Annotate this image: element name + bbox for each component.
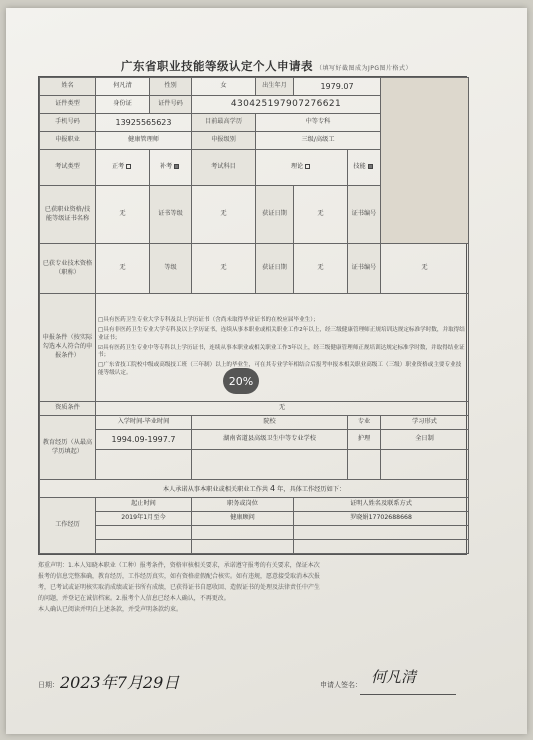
applicant-signature: 何凡清 — [371, 668, 417, 686]
edu-label: 目前最高学历 — [192, 114, 256, 132]
work-empty-cell — [192, 540, 294, 554]
edu-row-mode: 全日制 — [381, 430, 469, 450]
id-type-label: 证件类型 — [40, 96, 96, 114]
exam-subject-a — [256, 150, 348, 186]
work-empty-cell — [96, 526, 192, 540]
work-row-period: 2019年1月至今 — [96, 512, 192, 526]
edu-header-mode: 学习形式 — [381, 416, 469, 430]
work-header-position: 职务或岗位 — [192, 498, 294, 512]
cert-level-label: 证书等级 — [150, 186, 192, 244]
exam-type-b-text: 补考 — [159, 163, 173, 171]
id-type-value: 身份证 — [96, 96, 150, 114]
signature-line — [360, 694, 456, 695]
edu-empty-cell — [192, 450, 348, 480]
tech-name: 无 — [96, 244, 150, 294]
work-header-period: 起止时间 — [96, 498, 192, 512]
edu-header-major: 专业 — [348, 416, 381, 430]
condition-item[interactable]: □具有医药卫生专业大学专科及以上学历证书（含尚未取得毕业证书的在校应届毕业生）； — [98, 317, 319, 324]
tech-date: 无 — [294, 244, 348, 294]
exam-subject-label: 考试科目 — [192, 150, 256, 186]
condition-item[interactable]: □广东省技工院校中级或高级技工班（三年制）以上的毕业生，可在其专业学年相结合后报考申报本相关职业高级工（三级）职业资格或主要专业技能等级认定。 — [98, 362, 462, 377]
qualification-label: 资质条件 — [40, 402, 96, 416]
cert-level: 无 — [192, 186, 256, 244]
edu-header-period: 入学时间-毕业时间 — [96, 416, 192, 430]
exam-subject-a-text: 理论 — [290, 163, 304, 171]
birth-value: 1979.07 — [294, 78, 381, 96]
conditions-list — [96, 294, 469, 402]
edu-value: 中等专科 — [256, 114, 381, 132]
signature-row — [38, 660, 467, 700]
cert-date: 无 — [294, 186, 348, 244]
work-years: 4 — [270, 483, 276, 493]
exam-subject-b-text: 技能 — [353, 163, 366, 171]
title-text: 广东省职业技能等级认定个人申请表 — [120, 59, 313, 73]
tech-level-label: 等级 — [150, 244, 192, 294]
job-value: 健康管理师 — [96, 132, 192, 150]
declaration-line: 考，已考试或证明核实取消成绩或证书所有成绩，已获得证书自愿收回、造假证书的处理及法律责任中产生 — [38, 584, 321, 592]
application-form-table — [38, 76, 467, 555]
gender-value: 女 — [192, 78, 256, 96]
name-value: 何凡清 — [96, 78, 150, 96]
conditions-label: 申报条件（按实际勾选本人符合的申报条件） — [40, 294, 96, 402]
gender-label: 性别 — [150, 78, 192, 96]
photo-cell — [381, 78, 469, 244]
edu-row-school: 湖南省道县高级卫生中等专业学校 — [192, 430, 348, 450]
date-handwritten: 2023年7月29日 — [60, 673, 180, 692]
declaration-line: 郑重声明：1.本人知晓本职业（工种）报考条件，资格审核相关要求，承诺遵守报考的有关要求，保证本次 — [38, 562, 320, 569]
work-header-reference: 证明人姓名及联系方式 — [294, 498, 469, 512]
cert-name: 无 — [96, 186, 150, 244]
exam-subject-b — [348, 150, 381, 186]
exam-subject-a-checkbox[interactable] — [305, 164, 310, 169]
work-empty-cell — [294, 526, 469, 540]
cert-date-label: 获证日期 — [256, 186, 294, 244]
work-empty-cell — [96, 540, 192, 554]
exam-subject-b-checkbox[interactable] — [368, 164, 373, 169]
exam-type-b — [150, 150, 192, 186]
exam-type-a-text: 正考 — [111, 163, 125, 171]
work-row-reference: 罗晓娟17702688668 — [294, 512, 469, 526]
exam-type-label: 考试类型 — [40, 150, 96, 186]
title-note: （填写好截图成为JPG图片格式） — [315, 65, 413, 72]
cert-no-label: 证书编号 — [348, 186, 381, 244]
name-label: 姓名 — [40, 78, 96, 96]
level-value: 三级/高级工 — [256, 132, 381, 150]
job-label: 申报职业 — [40, 132, 96, 150]
condition-item[interactable]: ☑具有医药卫生专业中等专科以上学历证书，连续从事本职业或相关职业工作3年以上，经三级健康管理师正规培训达规定标准学时数，并取得结业证书； — [98, 344, 465, 359]
work-summary-end: 年，具体工作经历如下： — [277, 485, 346, 493]
education-label: 教育经历（从最高学历填起） — [40, 416, 96, 480]
qualification-value: 无 — [96, 402, 469, 416]
work-empty-cell — [192, 526, 294, 540]
tech-no-label: 证书编号 — [348, 244, 381, 294]
tech-no: 无 — [381, 244, 469, 294]
cert-label: 已获职业资格/技能等级证书名称 — [40, 186, 96, 244]
applicant-label: 申请人签名： — [320, 681, 362, 689]
declaration-line: 本人确认已阅读并明白上述条款，并受声明条款约束。 — [38, 606, 183, 614]
declaration-line: 报考的信息完整准确，教育经历，工作经历真实，如有资格虚假配合核实。如有违规，愿意接受取消本次报 — [38, 573, 321, 581]
id-no-value: 430425197907276621 — [192, 96, 381, 114]
declaration-line: 的问题，并登记在诚信档案。2.报考个人信息已经本人确认，不再更改。 — [38, 595, 230, 603]
birth-label: 出生年月 — [256, 78, 294, 96]
work-label: 工作经历 — [40, 498, 96, 554]
tech-level: 无 — [192, 244, 256, 294]
date-label: 日期： — [38, 681, 59, 689]
tech-date-label: 获证日期 — [256, 244, 294, 294]
id-no-label: 证件号码 — [150, 96, 192, 114]
exam-type-a-checkbox[interactable] — [126, 164, 131, 169]
work-summary-text: 本人承诺从事本职业或相关职业工作共 — [162, 485, 269, 493]
edu-empty-cell — [348, 450, 381, 480]
declaration — [38, 560, 467, 615]
edu-row-period: 1994.09-1997.7 — [96, 430, 192, 450]
phone-value: 13925565623 — [96, 114, 192, 132]
edu-row-major: 护理 — [348, 430, 381, 450]
progress-overlay: 20% — [223, 368, 259, 394]
phone-label: 手机号码 — [40, 114, 96, 132]
work-empty-cell — [294, 540, 469, 554]
tech-label: 已获专业技术资格（职称） — [40, 244, 96, 294]
exam-type-b-checkbox[interactable] — [174, 164, 179, 169]
form-title — [6, 58, 527, 74]
level-label: 申报级别 — [192, 132, 256, 150]
edu-empty-cell — [381, 450, 469, 480]
exam-type-a — [96, 150, 150, 186]
edu-empty-cell — [96, 450, 192, 480]
condition-item[interactable]: □具有非医药卫生专业大学专科及以上学历证书，连续从事本职业或相关职业工作2年以上，经三级健康管理师正规培训达规定标准学时数，并取得结业证书； — [98, 326, 465, 341]
work-row-position: 健康顾问 — [192, 512, 294, 526]
work-summary — [40, 480, 469, 498]
edu-header-school: 院校 — [192, 416, 348, 430]
